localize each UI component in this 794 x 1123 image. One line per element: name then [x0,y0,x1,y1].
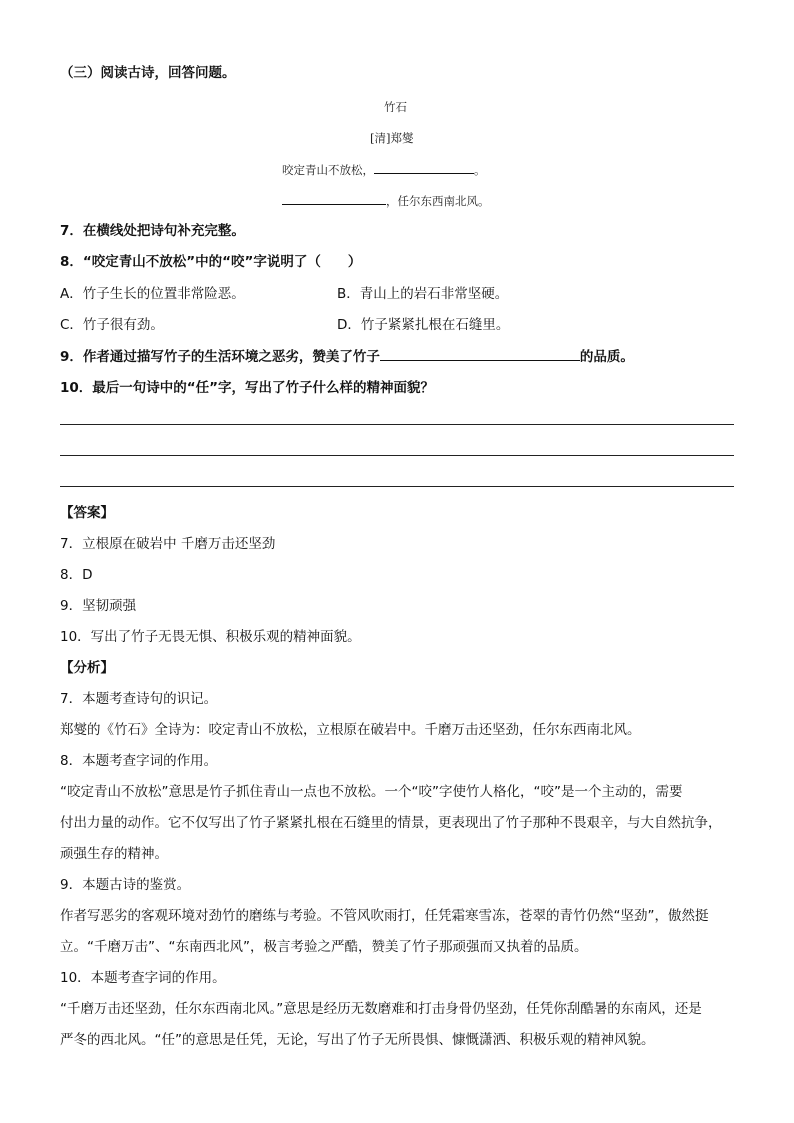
answer-line-2[interactable] [60,455,734,456]
question-9-after: 的品质。 [579,349,634,365]
answer-10: 10．写出了竹子无畏无惧、积极乐观的精神面貌。 [60,629,361,645]
analysis-heading: 【分析】 [60,660,114,676]
section-heading: （三）阅读古诗，回答问题。 [60,65,236,81]
question-9 [60,346,634,367]
question-9-before: 9．作者通过描写竹子的生活环境之恶劣，赞美了竹子 [60,349,380,365]
poem-author: [清]郑燮 [370,131,414,145]
question-8: 8．“咬定青山不放松”中的“咬”字说明了（ ） [60,254,362,270]
answer-7: 7．立根原在破岩中 千磨万击还坚劲 [60,536,276,552]
option-d: D．竹子紧紧扎根在石缝里。 [337,317,510,333]
analysis-9-body-2: 立。“千磨万击”、“东南西北风”，极言考验之严酷，赞美了竹子那顽强而又执着的品质。 [60,939,588,955]
analysis-8-body-1: “咬定青山不放松”意思是竹子抓住青山一点也不放松。一个“咬”字使竹人格化，“咬”是一个主动的，需要 [60,784,683,800]
poem-title: 竹石 [384,100,407,114]
analysis-9-title: 9．本题古诗的鉴赏。 [60,877,191,893]
question-7: 7．在横线处把诗句补充完整。 [60,223,245,239]
poem-line-1 [282,159,486,180]
poem-line-1-blank[interactable] [374,159,474,174]
poem-line-2-end: ，任尔东西南北风。 [386,194,490,208]
option-c: C．竹子很有劲。 [60,317,164,333]
analysis-9-body-1: 作者写恶劣的客观环境对劲竹的磨练与考验。不管风吹雨打，任凭霜寒雪冻，苍翠的青竹仍然“坚劲”，傲然挺 [60,908,709,924]
question-10: 10．最后一句诗中的“任”字，写出了竹子什么样的精神面貌？ [60,380,435,396]
option-a: A．竹子生长的位置非常险恶。 [60,286,245,302]
poem-line-2 [282,190,490,211]
analysis-7-title: 7．本题考查诗句的识记。 [60,691,218,707]
option-b: B．青山上的岩石非常坚硬。 [337,286,509,302]
answer-8: 8．D [60,567,93,583]
question-9-blank[interactable] [380,346,580,361]
answer-line-1[interactable] [60,424,734,425]
poem-line-1-text: 咬定青山不放松， [282,163,374,177]
analysis-7-body: 郑燮的《竹石》全诗为：咬定青山不放松，立根原在破岩中。千磨万击还坚劲，任尔东西南北风。 [60,722,641,738]
answer-heading: 【答案】 [60,505,114,521]
poem-line-2-blank[interactable] [282,190,386,205]
analysis-8-body-2: 付出力量的动作。它不仅写出了竹子紧紧扎根在石缝里的情景，更表现出了竹子那种不畏艰辛，与大自然抗争， [60,815,722,831]
answer-9: 9．坚韧顽强 [60,598,137,614]
poem-line-1-end: 。 [474,163,486,177]
analysis-8-body-3: 顽强生存的精神。 [60,846,168,862]
analysis-10-body-2: 严冬的西北风。“任”的意思是任凭，无论，写出了竹子无所畏惧、慷慨潇洒、积极乐观的精神风貌。 [60,1032,655,1048]
analysis-8-title: 8．本题考查字词的作用。 [60,753,218,769]
answer-line-3[interactable] [60,486,734,487]
analysis-10-body-1: “千磨万击还坚劲，任尔东西南北风。”意思是经历无数磨难和打击身骨仍坚劲，任凭你刮酷暑的东南风，还是 [60,1001,702,1017]
analysis-10-title: 10．本题考查字词的作用。 [60,970,226,986]
